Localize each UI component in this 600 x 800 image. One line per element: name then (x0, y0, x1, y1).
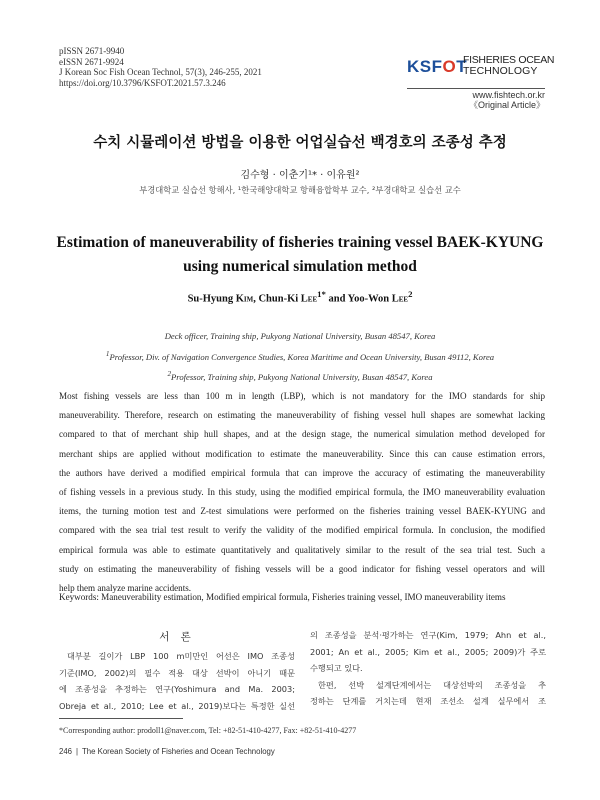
body-line: 한편, 선박 설계단계에서는 대상선박의 조종성을 추 (318, 679, 546, 690)
korean-affiliations: 부경대학교 실습선 항해사, ¹한국해양대학교 항해융합학부 교수, ²부경대학교 실습선 교수 (139, 185, 461, 195)
abstract-line: of fishing vessels in a previous study. In this study, using the modified empirical formula, the IMO maneuverability evaluation (59, 487, 545, 498)
author1-last: Kim (235, 293, 254, 305)
english-title-line1: Estimation of maneuverability of fisheries training vessel BAEK-KYUNG (56, 234, 544, 251)
abstract-line: compared with the sea trial test result to verify the validity of the modified empirical formula. In conclusion, the modified (59, 525, 545, 536)
affiliation-2-mark: 2 (167, 369, 172, 378)
affiliation-1-text: Professor, Div. of Navigation Convergence Studies, Korea Maritime and Ocean University, Busan 49112, Korea (109, 351, 495, 362)
affiliation-2 (0, 366, 600, 386)
affiliation-2-text: Professor, Training ship, Pukyong National University, Busan 48547, Korea (171, 371, 433, 382)
body-line: 의 조종성을 분석·평가하는 연구(Kim, 1979; Ahn et al., (310, 630, 546, 640)
page-footer (59, 747, 275, 756)
english-affiliations (0, 328, 600, 386)
journal-name (463, 55, 554, 77)
author2-mark: 1* (317, 289, 326, 299)
body-line: 대부분 길이가 LBP 100 m미만인 어선은 IMO 조종성 (67, 651, 295, 661)
body-line: Obreja et al., 2010; Lee et al., 2019)보다는 특정한 실선 (59, 700, 295, 711)
footnote-divider (59, 718, 183, 719)
journal-logo (407, 54, 555, 84)
corresponding-author-footnote: *Corresponding author: prodoll1@naver.com, Tel: +82-51-410-4277, Fax: +82-51-410-4277 (59, 726, 357, 735)
korean-authors: 김수형 · 이춘기¹* · 이유원² (240, 170, 360, 181)
society-name: The Korean Society of Fisheries and Ocean Technology (82, 747, 275, 756)
eissn: eISSN 2671-9924 (59, 56, 124, 67)
citation: J Korean Soc Fish Ocean Technol, 57(3), 246-255, 2021 (59, 67, 262, 77)
article-type: 《Original Article》 (468, 100, 545, 110)
author3-mark: 2 (408, 289, 413, 299)
abstract-line: study on estimating the maneuverability of fishing vessels will be a good indicator for fishing vessel operators and will (59, 563, 545, 574)
abstract-line: items, the turning motion test and Z-test simulations were performed on the fisheries training vessel BAEK-KYUNG and (59, 506, 545, 517)
keywords: Keywords: Maneuverability estimation, Modified empirical formula, Fisheries training vessel, IMO maneuverability items (59, 592, 506, 602)
korean-title: 수치 시뮬레이션 방법을 이용한 어업실습선 백경호의 조종성 추정 (93, 135, 507, 151)
abstract-line: help them analyze marine accidents. (59, 583, 192, 594)
abstract-line: maneuverability. Therefore, research on estimating the maneuverability of fishing vessel hull shapes are somewhat lacking (59, 410, 545, 421)
body-line: 에 조종성을 추정하는 연구(Yoshimura and Ma. 2003; (59, 684, 295, 695)
footer-separator: | (76, 747, 79, 756)
affiliation-0: Deck officer, Training ship, Pukyong National University, Busan 48547, Korea (164, 331, 436, 341)
author2-last: Lee (300, 293, 318, 305)
journal-name-line1: FISHERIES OCEAN (463, 54, 555, 66)
logo-divider (407, 88, 545, 89)
abstract-line: merchant ships are applied without modification to estimate the maneuverability. Since this can cause estimation errors, (59, 448, 545, 459)
body-line: 정하는 단계를 거치는데 현재 조선소 설계 실무에서 조 (310, 696, 546, 707)
body-line: 수행되고 있다. (310, 663, 363, 674)
abstract-line: empirical formula was able to estimate quantitatively and qualitatively similar to the result of the sea trial test. Such a (59, 544, 545, 555)
introduction-heading: 서 론 (159, 631, 195, 643)
english-title-line2: using numerical simulation method (183, 258, 417, 275)
abstract (59, 387, 545, 598)
journal-name-line2: TECHNOLOGY (463, 65, 538, 77)
journal-metadata (59, 46, 262, 88)
abstract-line: Most fishing vessels are less than 100 m in length (LBP), which is not mandatory for the IMO standards for ship (59, 391, 545, 401)
journal-site (469, 90, 545, 110)
abstract-line: the authors have derived a modified empirical formula that can improve the accuracy of estimating the maneuverability (59, 467, 545, 478)
body-line: 기준(IMO, 2002)의 필수 적용 대상 선박이 아니기 때문 (59, 667, 295, 678)
body-column-right (310, 627, 546, 710)
english-authors (0, 289, 600, 305)
ksfot-logo-text: KSFOT (407, 57, 468, 76)
website-link[interactable]: www.fishtech.or.kr (472, 90, 545, 100)
affiliation-1 (0, 346, 600, 366)
english-title (0, 231, 600, 279)
author3-first: and Yoo-Won (325, 293, 392, 305)
pissn: pISSN 2671-9940 (59, 46, 125, 56)
author2-first: , Chun-Ki (253, 293, 301, 305)
abstract-line: compared to that of merchant ship hull shapes, and at the design stage, the numerical simulation method developed for (59, 429, 545, 440)
ksfot-logo (407, 57, 467, 77)
page-number: 246 (59, 747, 73, 756)
affiliation-1-mark: 1 (105, 349, 110, 358)
author3-last: Lee (391, 293, 409, 305)
body-line: 2001; An et al., 2005; Kim et al., 2005; 2009)가 주로 (310, 646, 546, 657)
author1-first: Su-Hyung (187, 293, 236, 305)
doi-link[interactable]: https://doi.org/10.3796/KSFOT.2021.57.3.246 (59, 77, 226, 88)
body-column-left (59, 629, 295, 714)
